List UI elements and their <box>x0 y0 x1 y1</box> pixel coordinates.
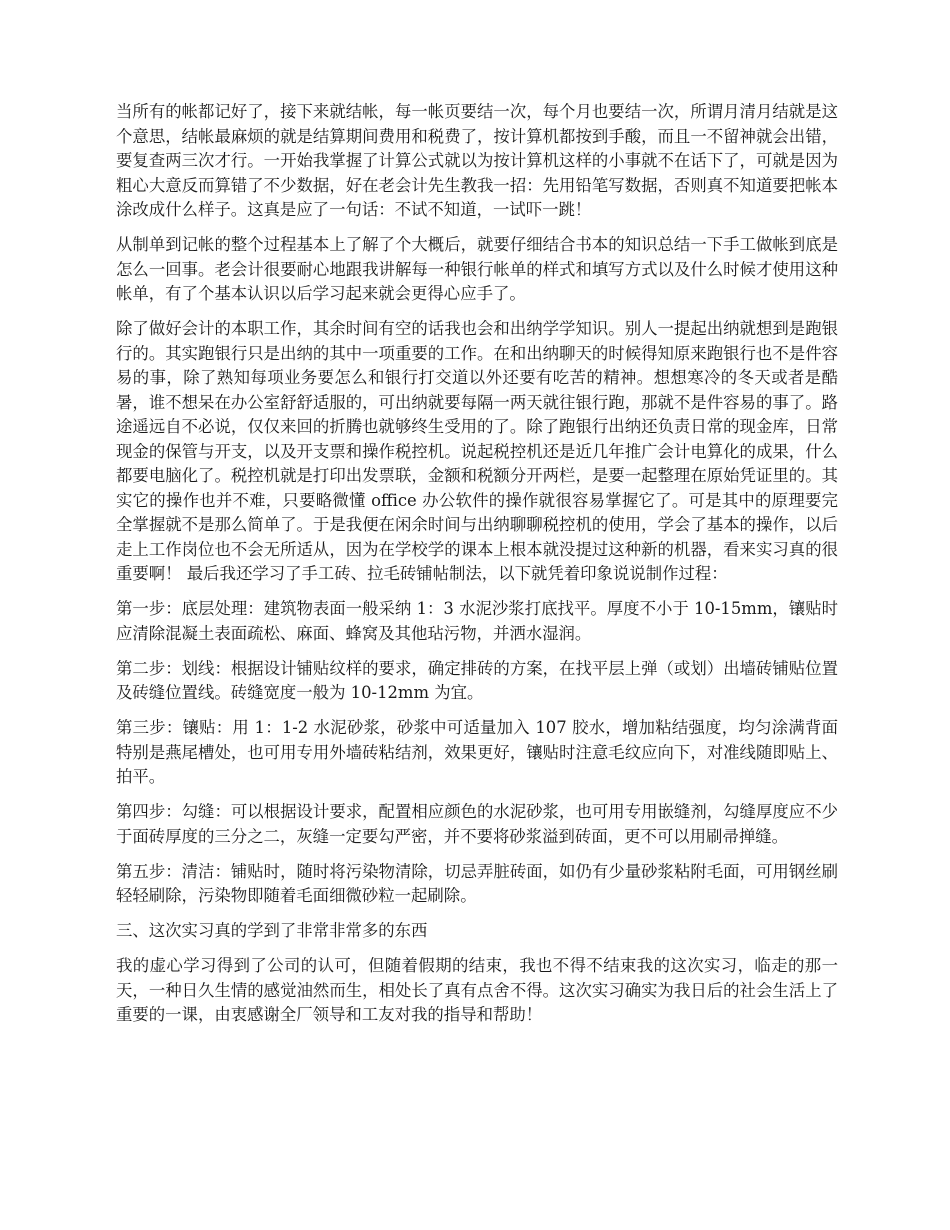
paragraph-cashier-work: 除了做好会计的本职工作，其余时间有空的话我也会和出纳学学知识。别人一提起出纳就想到是跑银行的。其实跑银行只是出纳的其中一项重要的工作。在和出纳聊天的时候得知原来跑银行也不是件容易的事，除了熟知每项业务要怎么和银行打交道以外还要有吃苦的精神。想想寒冷的冬天或者是酷暑，谁不想呆在办公室舒舒适服的，可出纳就要每隔一两天就往银行跑，那就不是件容易的事了。路途遥远自不必说，仅仅来回的折腾也就够终生受用的了。除了跑银行出纳还负责日常的现金库，日常现金的保管与开支，以及开支票和操作税控机。说起税控机还是近几年推广会计电算化的成果，什么都要电脑化了。税控机就是打印出发票联，金额和税额分开两栏，是要一起整理在原始凭证里的。其实它的操作也并不难，只要略微懂 office 办公软件的操作就很容易掌握它了。可是其中的原理要完全掌握就不是那么简单了。于是我便在闲余时间与出纳聊聊税控机的使用，学会了基本的操作，以后走上工作岗位也不会无所适从，因为在学校学的课本上根本就没提过这种新的机器，看来实习真的很重要啊！ 最后我还学习了手工砖、拉毛砖铺帖制法，以下就凭着印象说说制作过程： <box>116 319 838 583</box>
paragraph-closing-accounts: 当所有的帐都记好了，接下来就结帐，每一帐页要结一次，每个月也要结一次，所谓月清月结就是这个意思，结帐最麻烦的就是结算期间费用和税费了，按计算机都按到手酸，而且一不留神就会出错，要复查两三次才行。一开始我掌握了计算公式就以为按计算机这样的小事就不在话下了，可就是因为粗心大意反而算错了不少数据，好在老会计先生教我一招：先用铅笔写数据，否则真不知道要把帐本涂改成什么样子。这真是应了一句话：不试不知道，一试吓一跳！ <box>116 102 838 219</box>
paragraph-step-5: 第五步：清洁：铺贴时，随时将污染物清除，切忌弄脏砖面，如仍有少量砂浆粘附毛面，可用钢丝刷轻轻刷除，污染物即随着毛面细微砂粒一起刷除。 <box>116 861 838 905</box>
paragraph-step-3: 第三步：镶贴：用 1：1-2 水泥砂浆，砂浆中可适量加入 107 胶水，增加粘结强度，均匀涂满背面特别是燕尾槽处，也可用专用外墙砖粘结剂，效果更好，镶贴时注意毛纹应向下，对准线随即贴上、拍平。 <box>116 718 838 786</box>
section-heading: 三、这次实习真的学到了非常非常多的东西 <box>116 921 428 940</box>
paragraph-step-1: 第一步：底层处理：建筑物表面一般采纳 1：3 水泥沙浆打底找平。厚度不小于 10-15mm，镶贴时应清除混凝土表面疏松、麻面、蜂窝及其他玷污物，并洒水湿润。 <box>116 599 838 643</box>
paragraph-step-2: 第二步：划线：根据设计铺贴纹样的要求，确定排砖的方案，在找平层上弹（或划）出墙砖铺贴位置及砖缝位置线。砖缝宽度一般为 10-12mm 为宜。 <box>116 658 838 702</box>
paragraph-manual-bookkeeping: 从制单到记帐的整个过程基本上了解了个大概后，就要仔细结合书本的知识总结一下手工做帐到底是怎么一回事。老会计很要耐心地跟我讲解每一种银行帐单的样式和填写方式以及什么时候才使用这种帐单，有了个基本认识以后学习起来就会更得心应手了。 <box>116 235 838 303</box>
paragraph-step-4: 第四步：勾缝：可以根据设计要求，配置相应颜色的水泥砂浆，也可用专用嵌缝剂，勾缝厚度应不少于面砖厚度的三分之二，灰缝一定要勾严密，并不要将砂浆溢到砖面，更不可以用刷帚掸缝。 <box>116 802 838 846</box>
document-page <box>116 100 838 1038</box>
paragraph-conclusion: 我的虚心学习得到了公司的认可，但随着假期的结束，我也不得不结束我的这次实习，临走的那一天，一种日久生情的感觉油然而生，相处长了真有点舍不得。这次实习确实为我日后的社会生活上了重要的一课，由衷感谢全厂领导和工友对我的指导和帮助！ <box>116 956 838 1024</box>
